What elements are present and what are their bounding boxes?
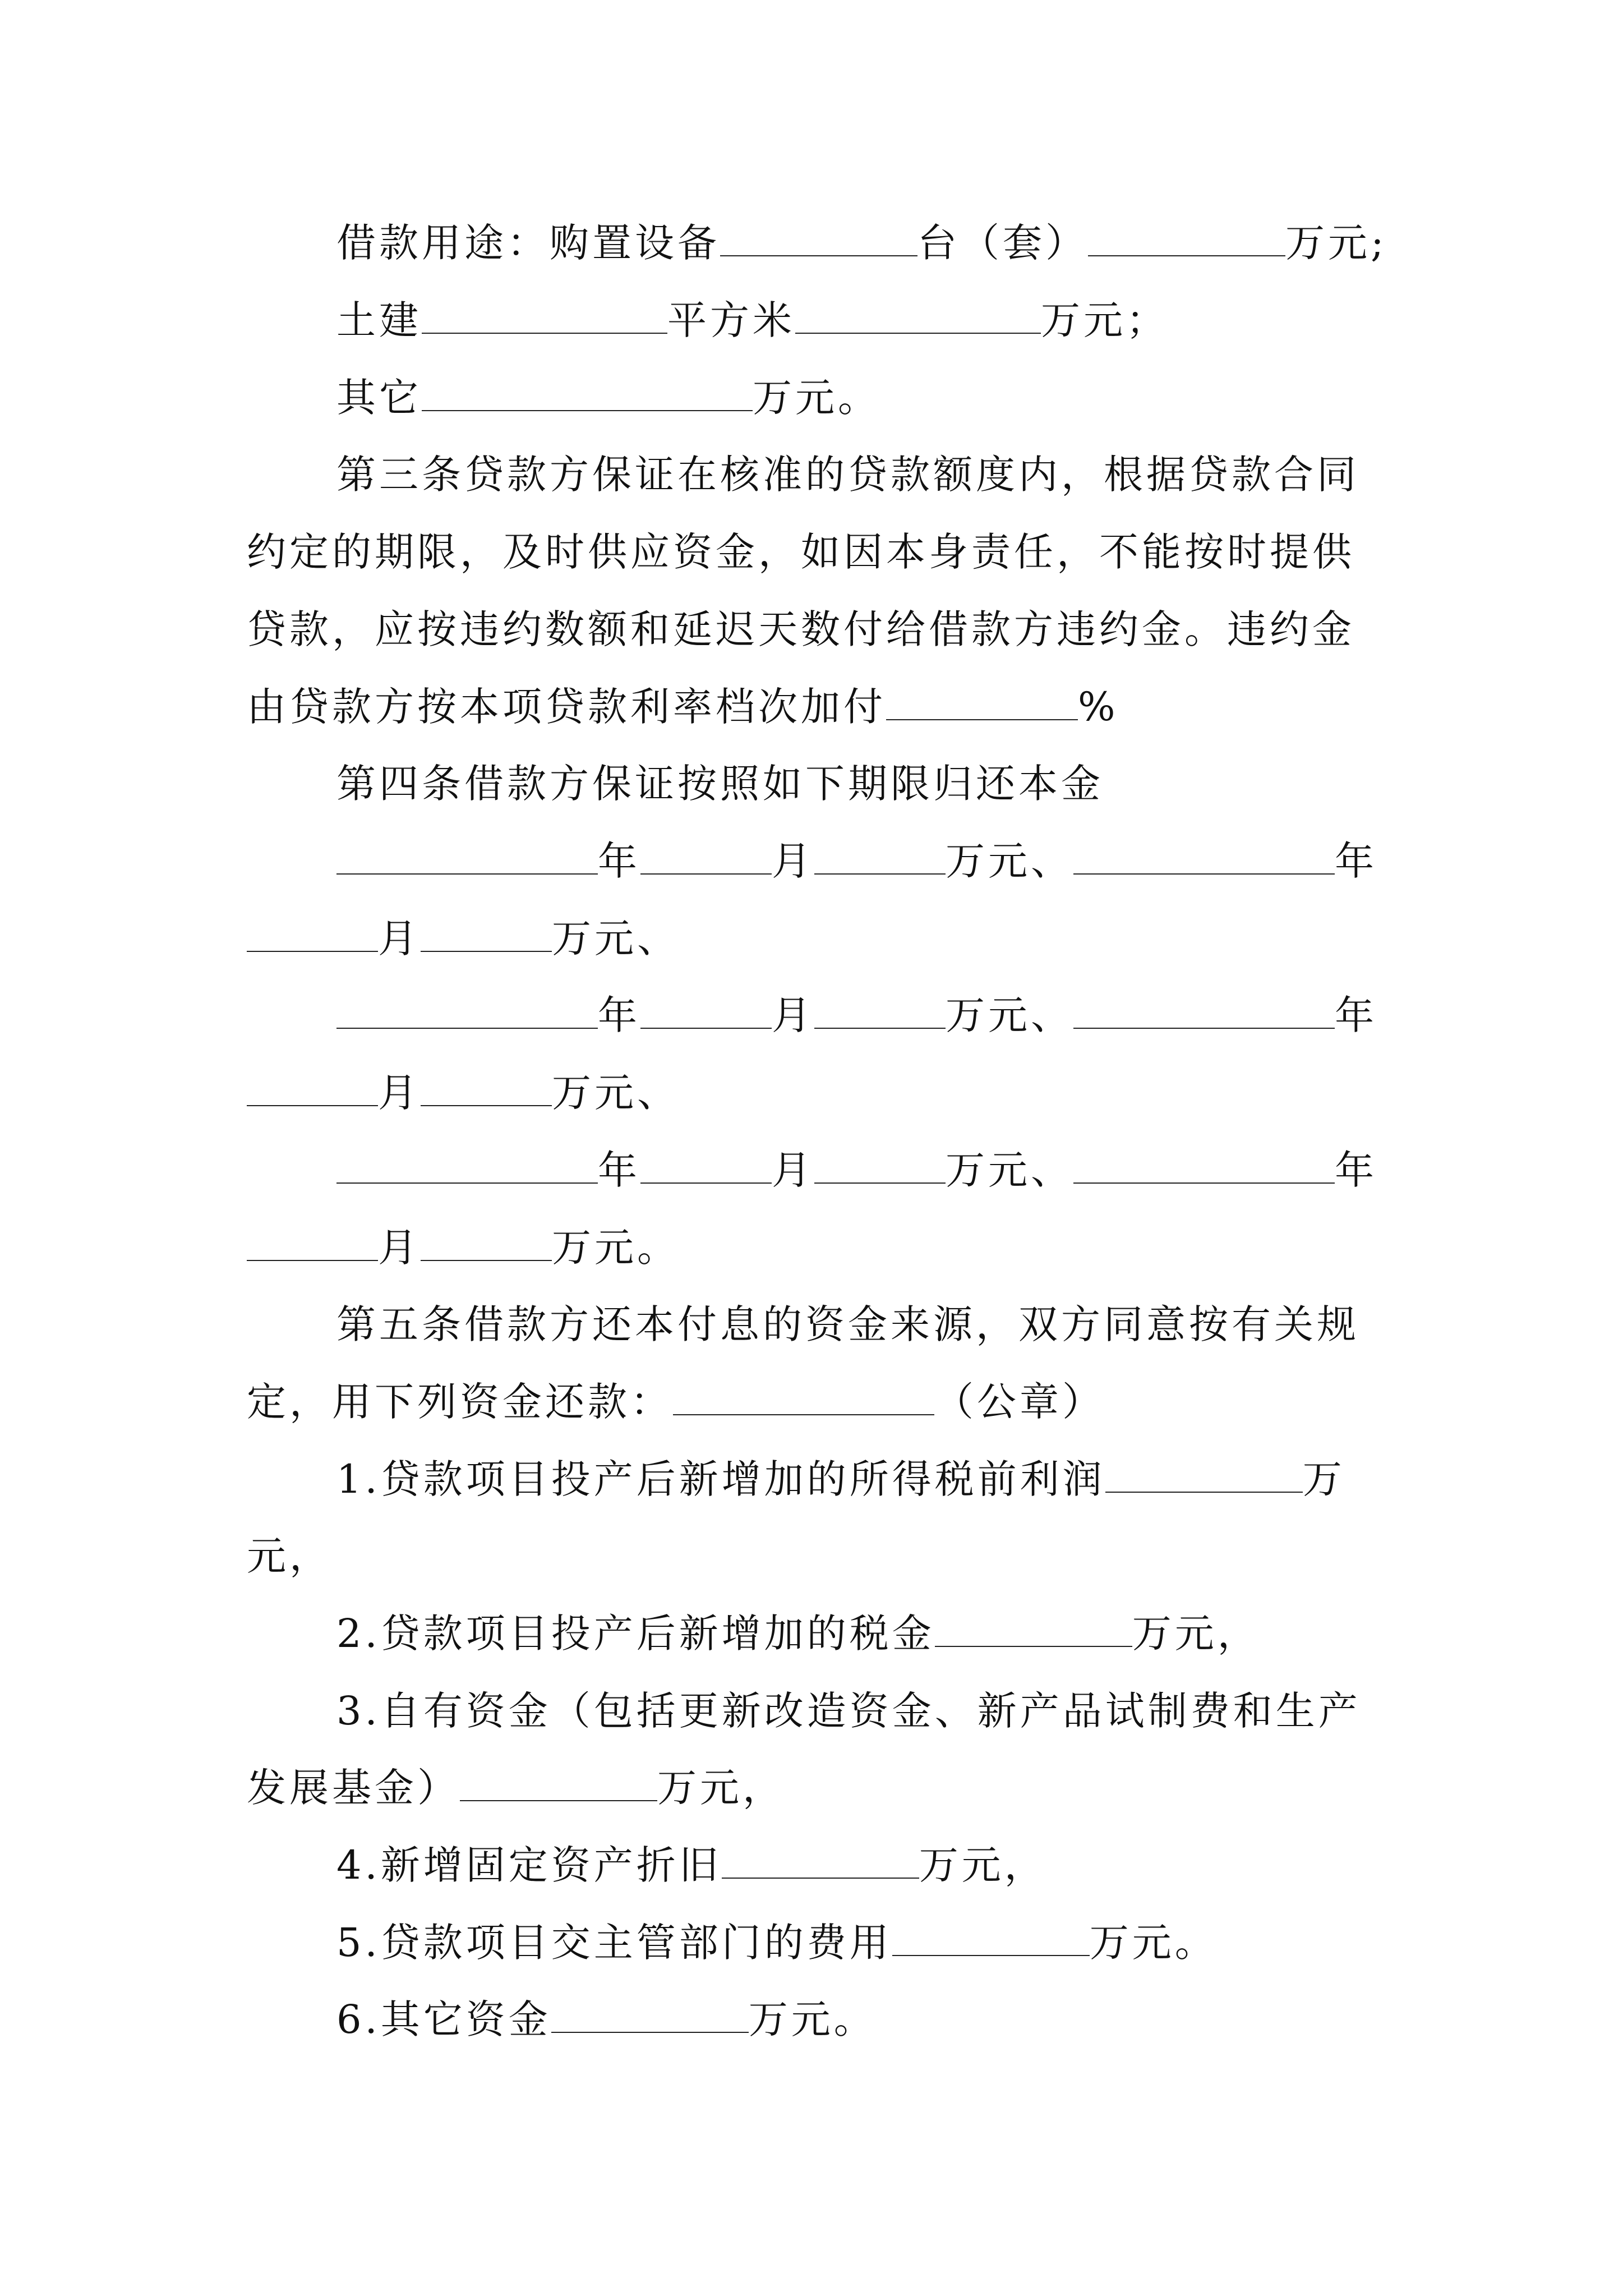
article-three-line [336, 452, 1359, 498]
text-segment: 台（套） [917, 220, 1088, 266]
seal-blank[interactable] [673, 1385, 934, 1415]
pretax-profit-blank[interactable] [1105, 1462, 1303, 1493]
text-segment: 万元， [919, 1842, 1047, 1888]
text-segment: 年 [598, 838, 640, 884]
text-segment: 万元。 [753, 375, 880, 421]
source-item-3-continued [247, 1765, 785, 1811]
text-segment: 万元、 [552, 1070, 680, 1116]
construction-area-blank[interactable] [422, 303, 667, 334]
other-line [336, 375, 880, 421]
month-blank[interactable] [640, 999, 772, 1029]
text-segment: 年 [1335, 838, 1377, 884]
text-segment: 平方米 [667, 297, 795, 343]
amount-blank[interactable] [814, 844, 946, 875]
text-segment: 定，用下列资金还款： [247, 1379, 673, 1425]
equipment-amount-blank[interactable] [1088, 226, 1285, 256]
repayment-schedule-line [336, 992, 1377, 1038]
paragraph-text: 第三条贷款方保证在核准的贷款额度内，根据贷款合同 [336, 452, 1359, 498]
amount-blank[interactable] [814, 999, 946, 1029]
amount-blank[interactable] [421, 1231, 552, 1261]
text-segment: 月 [378, 1070, 421, 1116]
text-segment: 万元。 [1089, 1920, 1218, 1966]
penalty-rate-blank[interactable] [886, 690, 1078, 720]
article-five-line [336, 1301, 1359, 1347]
text-segment: 1.贷款项目投产后新增加的所得税前利润 [336, 1456, 1105, 1502]
month-blank[interactable] [640, 1153, 772, 1184]
repayment-sources-line [247, 1379, 1105, 1425]
month-blank[interactable] [640, 844, 772, 875]
repayment-schedule-line [336, 1147, 1377, 1193]
text-segment: 年 [1335, 992, 1377, 1038]
text-segment: 万元， [1132, 1611, 1260, 1657]
repayment-schedule-line [247, 1070, 680, 1116]
department-fee-blank[interactable] [892, 1926, 1090, 1956]
text-segment: 万 [1302, 1456, 1345, 1502]
year-blank[interactable] [336, 999, 598, 1029]
text-segment: 由贷款方按本项贷款利率档次加付 [247, 684, 886, 730]
text-segment: 月 [378, 915, 421, 961]
text-segment: 借款用途：购置设备 [336, 220, 720, 266]
text-segment: 5.贷款项目交主管部门的费用 [336, 1920, 892, 1966]
loan-purpose-line [336, 220, 1387, 266]
repayment-schedule-line [247, 915, 680, 961]
text-segment: 万元、 [946, 838, 1073, 884]
month-blank[interactable] [247, 1231, 378, 1261]
text-segment: 万元。 [552, 1225, 680, 1271]
month-blank[interactable] [247, 1076, 378, 1106]
text-segment: 月 [772, 838, 814, 884]
paragraph-text: 第四条借款方保证按照如下期限归还本金 [336, 761, 1104, 807]
construction-amount-blank[interactable] [795, 303, 1041, 334]
article-four-line [336, 761, 1104, 807]
text-segment: 发展基金） [247, 1765, 460, 1811]
own-funds-blank[interactable] [460, 1771, 657, 1801]
construction-line [336, 297, 1169, 343]
paragraph-text: 第五条借款方还本付息的资金来源，双方同意按有关规 [336, 1301, 1359, 1347]
amount-blank[interactable] [421, 1076, 552, 1106]
year-blank[interactable] [336, 1153, 598, 1184]
text-segment: 万元、 [552, 915, 680, 961]
paragraph-text: 贷款，应按违约数额和延迟天数付给借款方违约金。违约金 [247, 606, 1355, 652]
amount-blank[interactable] [421, 922, 552, 952]
year-blank[interactable] [1073, 1153, 1335, 1184]
text-segment: 万元。 [748, 1996, 877, 2042]
equipment-quantity-blank[interactable] [720, 226, 917, 256]
repayment-schedule-line [247, 1225, 680, 1271]
text-segment: 万元， [657, 1765, 785, 1811]
paragraph-line [247, 606, 1355, 652]
text-segment: 2.贷款项目投产后新增加的税金 [336, 1611, 935, 1657]
source-item-2 [336, 1611, 1260, 1657]
text-segment: 土建 [336, 297, 422, 343]
month-blank[interactable] [247, 922, 378, 952]
penalty-rate-line [247, 684, 1119, 730]
text-segment: 6.其它资金 [336, 1996, 551, 2042]
amount-blank[interactable] [814, 1153, 946, 1184]
text-segment: （公章） [934, 1379, 1105, 1425]
text-segment: 月 [378, 1225, 421, 1271]
text-segment: 年 [598, 992, 640, 1038]
text-segment: 月 [772, 992, 814, 1038]
paragraph-line [247, 529, 1355, 575]
paragraph-text: 3.自有资金（包括更新改造资金、新产品试制费和生产 [336, 1688, 1361, 1734]
source-item-3 [336, 1688, 1361, 1734]
text-segment: 万元; [1285, 220, 1387, 266]
other-funds-blank[interactable] [551, 2003, 749, 2033]
repayment-schedule-line [336, 838, 1377, 884]
paragraph-line [247, 1533, 332, 1579]
source-item-4 [336, 1842, 1047, 1888]
depreciation-blank[interactable] [722, 1848, 919, 1879]
text-segment: 4.新增固定资产折旧 [336, 1842, 722, 1888]
source-item-5 [336, 1920, 1218, 1966]
text-segment: 其它 [336, 375, 422, 421]
year-blank[interactable] [1073, 999, 1335, 1029]
text-segment: 万元； [1041, 297, 1169, 343]
paragraph-text: 元， [247, 1533, 332, 1579]
paragraph-text: 约定的期限，及时供应资金，如因本身责任，不能按时提供 [247, 529, 1355, 575]
source-item-6 [336, 1996, 877, 2042]
year-blank[interactable] [336, 844, 598, 875]
tax-blank[interactable] [935, 1617, 1132, 1647]
text-segment: 年 [1335, 1147, 1377, 1193]
text-segment: 月 [772, 1147, 814, 1193]
text-segment: 年 [598, 1147, 640, 1193]
source-item-1 [336, 1456, 1345, 1502]
text-segment: % [1078, 684, 1119, 730]
other-amount-blank[interactable] [422, 381, 753, 411]
year-blank[interactable] [1073, 844, 1335, 875]
text-segment: 万元、 [946, 1147, 1073, 1193]
text-segment: 万元、 [946, 992, 1073, 1038]
